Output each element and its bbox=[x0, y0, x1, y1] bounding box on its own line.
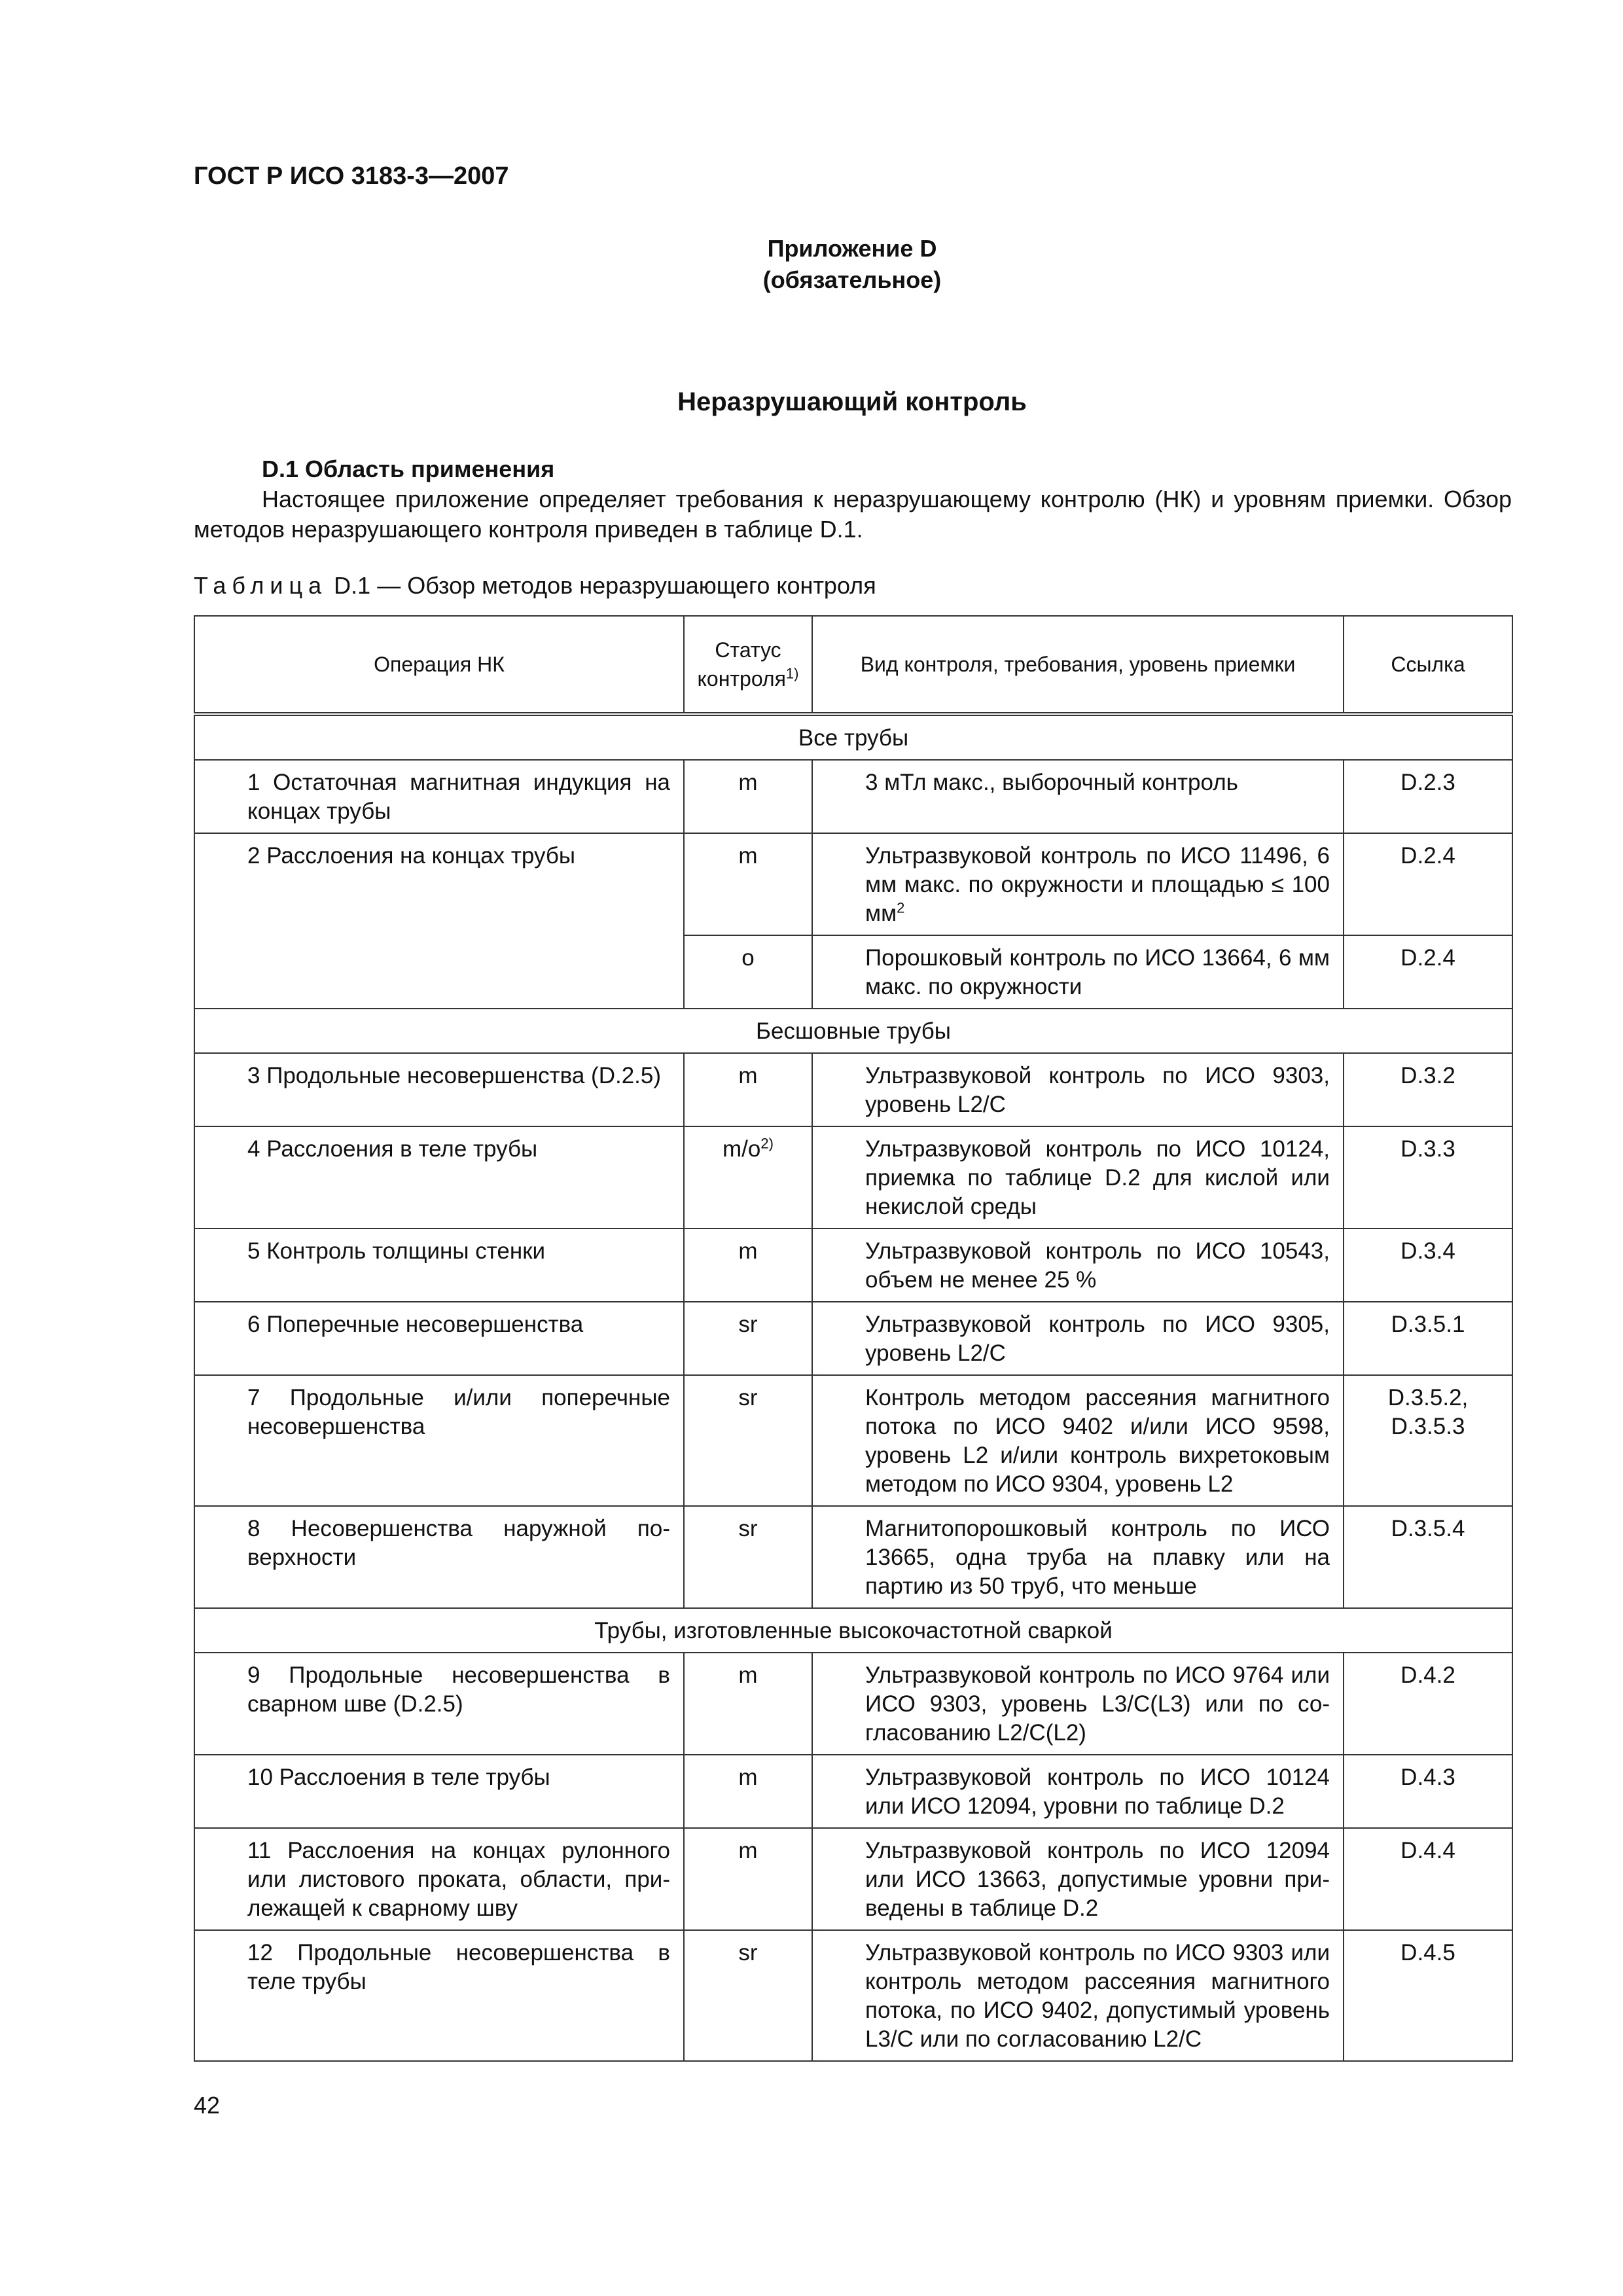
table-row bbox=[194, 1930, 1512, 2061]
group-label: Все трубы bbox=[194, 714, 1512, 760]
table-caption-text: D.1 — Обзор методов неразрушающего контроля bbox=[334, 572, 876, 599]
group-label: Бесшовные трубы bbox=[194, 1009, 1512, 1053]
operation-text: 12 Продольные несовершенства в теле трубы bbox=[247, 1940, 670, 1994]
table-caption-word: Таблица bbox=[194, 572, 328, 599]
group-row-hfw bbox=[194, 1608, 1512, 1653]
status-cell: m bbox=[684, 1229, 812, 1302]
description-text bbox=[826, 842, 1330, 928]
description-cell bbox=[812, 1053, 1344, 1126]
header-status bbox=[684, 616, 812, 714]
reference-cell: D.2.3 bbox=[1344, 760, 1512, 833]
description-cell bbox=[812, 1302, 1344, 1375]
table-row bbox=[194, 1053, 1512, 1126]
description-text: Ультразвуковой контроль по ИСО 9305, уровень L2/C bbox=[865, 1312, 1330, 1366]
status-cell: o bbox=[684, 935, 812, 1009]
description-text: Порошковый контроль по ИСО 13664, 6 мм макс. по окружности bbox=[865, 945, 1330, 999]
group-row-seamless bbox=[194, 1009, 1512, 1053]
status-note: 2) bbox=[760, 1135, 774, 1152]
status-cell: sr bbox=[684, 1302, 812, 1375]
reference-cell: D.4.2 bbox=[1344, 1653, 1512, 1755]
header-type: Вид контроля, требования, уровень приемки bbox=[812, 616, 1344, 714]
operation-cell bbox=[194, 833, 684, 1009]
reference-line: D.3.5.3 bbox=[1391, 1414, 1465, 1439]
table-row bbox=[194, 760, 1512, 833]
table-row bbox=[194, 1302, 1512, 1375]
description-text: Ультразвуковой контроль по ИСО 9764 или ИСО 9303, уровень L3/C(L3) или по согласованию L2/C(L2) bbox=[865, 1662, 1330, 1746]
reference-cell: D.3.4 bbox=[1344, 1229, 1512, 1302]
status-text: m/o bbox=[722, 1136, 761, 1162]
reference-cell: D.2.4 bbox=[1344, 833, 1512, 935]
reference-cell: D.3.2 bbox=[1344, 1053, 1512, 1126]
operation-cell bbox=[194, 1126, 684, 1229]
reference-cell: D.4.3 bbox=[1344, 1755, 1512, 1828]
operation-cell bbox=[194, 1302, 684, 1375]
reference-line: D.3.5.2, bbox=[1387, 1385, 1469, 1410]
intro-text: Настоящее приложение определяет требования к неразрушающему контролю (НК) и уровням приемки. Обзор методов неразрушающего контроля приведен в таблице D.1. bbox=[194, 486, 1512, 543]
description-sup: 2 bbox=[897, 899, 905, 916]
description-text: Ультразвуковой контроль по ИСО 10124 или ИСО 12094, уровни по таблице D.2 bbox=[865, 1765, 1330, 1819]
reference-cell: D.2.4 bbox=[1344, 935, 1512, 1009]
description-text: Ультразвуковой контроль по ИСО 10124, приемка по таблице D.2 для кислой или некислой среды bbox=[865, 1136, 1330, 1219]
page-number: 42 bbox=[194, 2092, 221, 2119]
description-cell bbox=[812, 1828, 1344, 1930]
reference-cell: D.4.5 bbox=[1344, 1930, 1512, 2061]
header-status-text: Статус контроля bbox=[697, 638, 786, 691]
table-caption bbox=[194, 572, 876, 600]
reference-cell: D.3.3 bbox=[1344, 1126, 1512, 1229]
appendix-block bbox=[0, 233, 1623, 296]
operation-cell bbox=[194, 1930, 684, 2061]
description-span: Ультразвуковой контроль по ИСО 11496, 6 мм макс. по окружности и площадью ≤ 100 мм bbox=[865, 843, 1330, 926]
description-text: Ультразвуковой контроль по ИСО 12094 или ИСО 13663, допустимые уровни приведены в таблице D.2 bbox=[865, 1838, 1330, 1921]
table-row bbox=[194, 1653, 1512, 1755]
description-text: Контроль методом рассеяния магнитного потока по ИСО 9402 и/или ИСО 9598, уровень L2 и/или контроль вихретоковым методом по ИСО 9304, уровень L2 bbox=[865, 1385, 1330, 1497]
table-row bbox=[194, 1755, 1512, 1828]
operation-text: 3 Продольные несовершенства (D.2.5) bbox=[247, 1063, 661, 1088]
description-cell bbox=[812, 1930, 1344, 2061]
description-cell bbox=[812, 1755, 1344, 1828]
reference-cell bbox=[1344, 1375, 1512, 1506]
operation-text: 4 Расслоения в теле трубы bbox=[247, 1136, 538, 1162]
description-text: Ультразвуковой контроль по ИСО 9303 или контроль методом рассеяния магнитного потока, по ИСО 9402, допустимый уровень L3/C или по согласованию L2/C bbox=[865, 1940, 1330, 2052]
table-row bbox=[194, 1229, 1512, 1302]
section-title: Неразрушающий контроль bbox=[677, 387, 1027, 416]
reference-cell: D.3.5.1 bbox=[1344, 1302, 1512, 1375]
status-cell: m bbox=[684, 1828, 812, 1930]
operation-text: 10 Расслоения в теле трубы bbox=[247, 1765, 550, 1790]
reference-cell: D.4.4 bbox=[1344, 1828, 1512, 1930]
table-row bbox=[194, 1506, 1512, 1608]
status-cell: m bbox=[684, 833, 812, 935]
reference-cell: D.3.5.4 bbox=[1344, 1506, 1512, 1608]
operation-cell bbox=[194, 1653, 684, 1755]
ndt-methods-table bbox=[194, 615, 1513, 2062]
header-status-note: 1) bbox=[785, 665, 799, 682]
table-row bbox=[194, 1828, 1512, 1930]
status-cell: sr bbox=[684, 1375, 812, 1506]
table-row bbox=[194, 833, 1512, 935]
status-cell: m bbox=[684, 1053, 812, 1126]
operation-text: 1 Остаточная магнитная индукция на концах трубы bbox=[247, 770, 670, 824]
intro-paragraph bbox=[194, 484, 1512, 545]
standard-header: ГОСТ Р ИСО 3183-3—2007 bbox=[194, 162, 509, 190]
operation-text: 6 Поперечные несовершенства bbox=[247, 1312, 584, 1337]
status-cell: m bbox=[684, 760, 812, 833]
description-text: Магнитопорошковый контроль по ИСО 13665, одна труба на плавку или на партию из 50 труб, что меньше bbox=[865, 1516, 1330, 1599]
description-cell bbox=[812, 935, 1344, 1009]
description-cell bbox=[812, 1375, 1344, 1506]
operation-cell bbox=[194, 1229, 684, 1302]
operation-text: 9 Продольные несовершенства в сварном шве (D.2.5) bbox=[247, 1662, 670, 1717]
description-text: Ультразвуковой контроль по ИСО 9303, уровень L2/C bbox=[865, 1063, 1330, 1117]
operation-text: 7 Продольные и/или поперечные несовершенства bbox=[247, 1385, 670, 1439]
header-operation: Операция НК bbox=[194, 616, 684, 714]
operation-text: 5 Контроль толщины стенки bbox=[247, 1238, 546, 1264]
description-text: Ультразвуковой контроль по ИСО 10543, объем не менее 25 % bbox=[865, 1238, 1330, 1293]
appendix-status: (обязательное) bbox=[762, 266, 942, 293]
operation-text: 8 Несовершенства наружной поверхности bbox=[247, 1516, 670, 1570]
description-text: 3 мТл макс., выборочный контроль bbox=[865, 770, 1238, 795]
status-cell: sr bbox=[684, 1930, 812, 2061]
operation-cell bbox=[194, 1828, 684, 1930]
operation-cell bbox=[194, 760, 684, 833]
operation-cell bbox=[194, 1755, 684, 1828]
description-cell bbox=[812, 1126, 1344, 1229]
operation-cell bbox=[194, 1053, 684, 1126]
appendix-title: Приложение D bbox=[767, 235, 937, 262]
status-cell bbox=[684, 1126, 812, 1229]
description-cell bbox=[812, 1506, 1344, 1608]
d1-heading: D.1 Область применения bbox=[262, 456, 555, 482]
status-cell: m bbox=[684, 1653, 812, 1755]
table-row bbox=[194, 1375, 1512, 1506]
operation-cell bbox=[194, 1506, 684, 1608]
status-cell: sr bbox=[684, 1506, 812, 1608]
table-row bbox=[194, 1126, 1512, 1229]
description-cell bbox=[812, 1653, 1344, 1755]
table-header-row bbox=[194, 616, 1512, 714]
operation-text: 11 Расслоения на концах рулонного или листового проката, области, прилежащей к сварному шву bbox=[247, 1838, 670, 1921]
description-cell bbox=[812, 1229, 1344, 1302]
header-reference: Ссылка bbox=[1344, 616, 1512, 714]
description-cell bbox=[812, 833, 1344, 935]
group-label: Трубы, изготовленные высокочастотной сваркой bbox=[194, 1608, 1512, 1653]
operation-text: 2 Расслоения на концах трубы bbox=[247, 843, 576, 869]
group-row-all bbox=[194, 714, 1512, 760]
status-cell: m bbox=[684, 1755, 812, 1828]
operation-cell bbox=[194, 1375, 684, 1506]
description-cell bbox=[812, 760, 1344, 833]
